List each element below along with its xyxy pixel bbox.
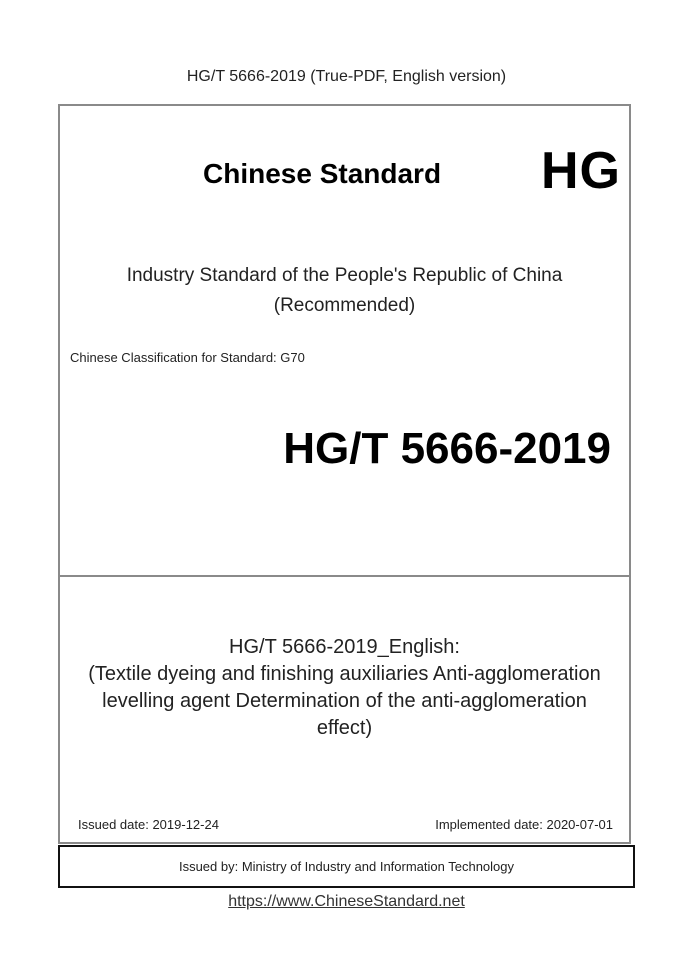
series-title: Chinese Standard [203, 158, 442, 189]
website-link[interactable]: https://www.ChineseStandard.net [228, 893, 465, 910]
series-code: HG [541, 142, 621, 200]
cover-frame [58, 104, 631, 844]
cover-top-section [60, 106, 629, 577]
implemented-date: Implemented date: 2020-07-01 [435, 817, 613, 832]
industry-standard-heading [60, 261, 629, 321]
issued-date: Issued date: 2019-12-24 [78, 817, 219, 832]
issued-by-label: Issued by: Ministry of Industry and Information Technology [178, 859, 515, 874]
issued-by-box [58, 845, 635, 888]
cover-bottom-section [60, 577, 629, 842]
classification-label: Chinese Classification for Standard: G70 [70, 350, 305, 365]
page-header-title: HG/T 5666-2019 (True-PDF, English version) [186, 68, 507, 85]
english-title-line-2: (Textile dyeing and finishing auxiliaries Anti-agglomeration [88, 663, 601, 685]
english-title-line-1: HG/T 5666-2019_English: [229, 636, 460, 658]
industry-line-1: Industry Standard of the People's Republic of China [126, 265, 563, 286]
english-title [60, 634, 629, 742]
industry-line-2: (Recommended) [273, 295, 416, 316]
english-title-line-4: effect) [316, 717, 373, 739]
footer [0, 893, 693, 911]
standard-code: HG/T 5666-2019 [283, 424, 611, 473]
english-title-line-3: levelling agent Determination of the anti-agglomeration [102, 690, 587, 712]
